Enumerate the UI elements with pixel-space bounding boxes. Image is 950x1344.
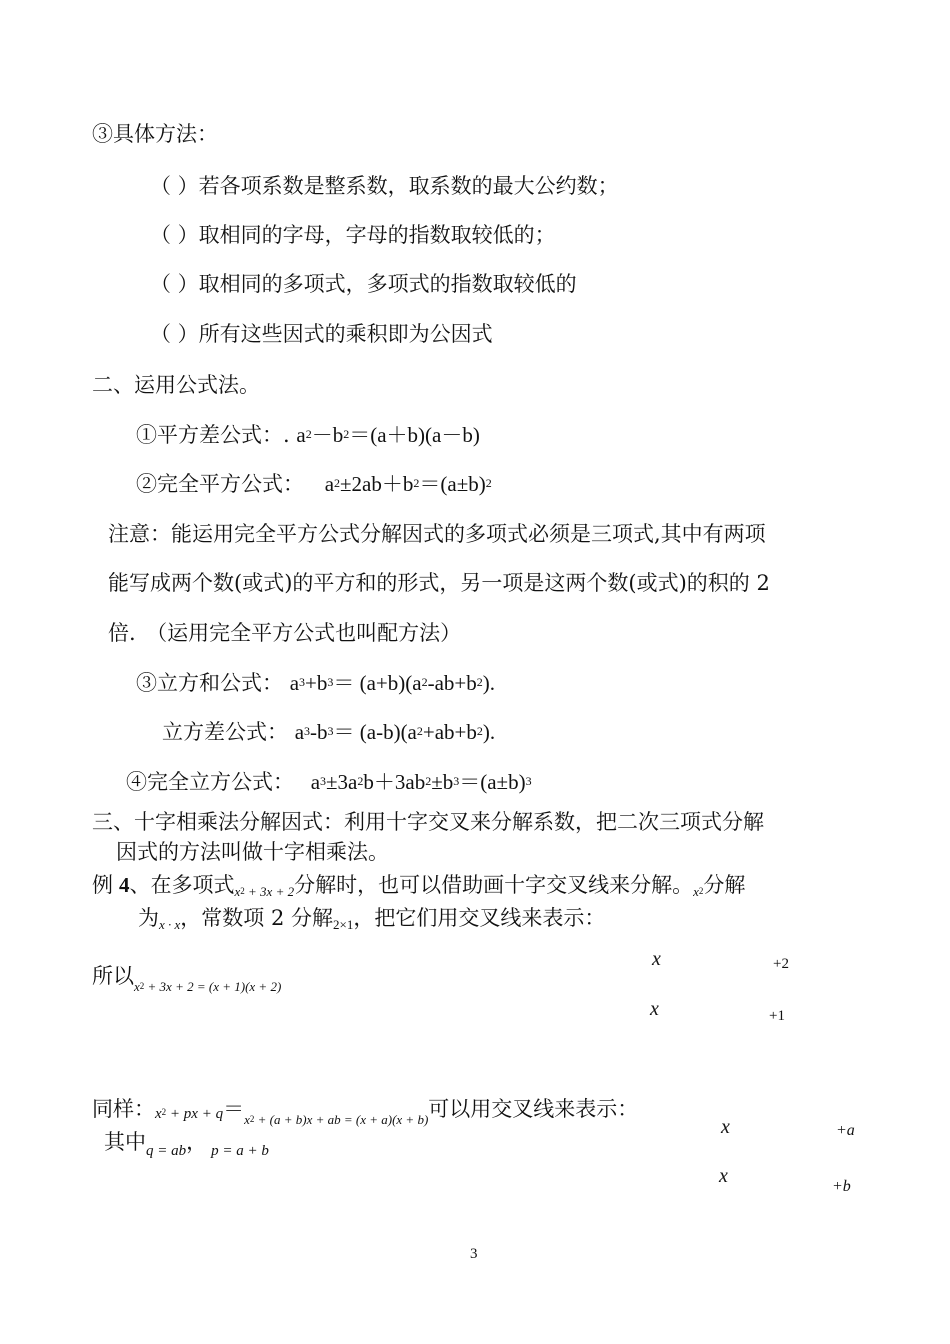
similar-text: 可以用交叉线来表示： [428, 1097, 639, 1121]
diff-squares-label: ①平方差公式：. [136, 423, 290, 447]
similar-trinomial: $x^2$ + px + q [155, 1106, 224, 1122]
perfect-cube-label: ④完全立方公式： [126, 770, 294, 794]
note-line-1: 注意：能运用完全平方公式分解因式的多项式必须是三项式,其中有两项 [108, 522, 766, 546]
method-item-4: （ ）所有这些因式的乘积即为公因式 [150, 322, 493, 346]
example-two-times-one: 2×1 [333, 917, 354, 932]
perfect-cube-formula: $a^3\pm 3a^2b+3ab^2\pm b^3=(a\pm b)^3$ [310, 770, 532, 794]
example-prefix: 例 [92, 873, 113, 897]
diff-squares-line [136, 421, 480, 449]
diff-squares-formula: $a^2-b^2=(a+b)(a-b)$ [296, 423, 480, 447]
cube-sum-label: ③立方和公式： [136, 671, 283, 695]
cube-diff-label: 立方差公式： [162, 720, 288, 744]
similar-expansion: x2 + (a + b)x + ab = (x + a)(x + b) [244, 1112, 429, 1127]
method-item-2: （ ）取相同的字母，字母的指数取较低的； [150, 223, 556, 247]
note-line-2: 能写成两个数(或式)的平方和的形式，另一项是这两个数(或式)的积的 2 [108, 571, 770, 595]
cross1-top-right: +2 [773, 956, 789, 972]
where-formula-q: q = ab [146, 1143, 187, 1159]
similar-equals: ＝ [223, 1097, 245, 1121]
perfect-square-label: ②完全平方公式： [136, 472, 304, 496]
where-formula-p: p = a + b [211, 1143, 269, 1159]
example-text-6: ，把它们用交叉线来表示： [353, 906, 606, 930]
note-line-3: 倍. （运用完全平方公式也叫配方法） [108, 621, 462, 645]
where-label: 其中 [104, 1130, 146, 1154]
method-heading: ③具体方法： [92, 122, 218, 146]
cross2-top-right: +a [836, 1122, 855, 1139]
example-x-times-x: x · x [159, 917, 181, 932]
method-item-1: （ ）若各项系数是整系数，取系数的最大公约数； [150, 174, 619, 198]
page-number: 3 [470, 1246, 478, 1262]
cross2-bottom-left: x [719, 1165, 728, 1187]
cube-sum-formula: $a^3+b^3= (a+b)(a^2-ab+b^2)$. [289, 671, 495, 695]
example-text-3: 分解 [703, 873, 746, 897]
similar-label: 同样： [92, 1097, 155, 1121]
where-line: 其中q = ab， p = a + b [104, 1128, 269, 1165]
example-polynomial: x2 + 3x + 2 [234, 884, 295, 899]
so-formula: x2 + 3x + 2 = (x + 1)(x + 2) [134, 979, 282, 994]
example-text-2: 分解时，也可以借助画十字交叉线来分解。 [294, 873, 694, 897]
formula-heading: 二、运用公式法。 [92, 373, 260, 397]
cross2-bottom-right: +b [832, 1178, 851, 1195]
cross-heading-line-2: 因式的方法叫做十字相乘法。 [116, 840, 389, 864]
cross1-bottom-left: x [650, 998, 659, 1020]
example-number: 4 [119, 873, 130, 897]
example-x-squared: x2 [693, 884, 704, 899]
cube-sum-line [136, 669, 495, 697]
cube-diff-line [162, 718, 495, 746]
perfect-cube-line [126, 768, 532, 796]
cube-diff-formula: $a^3-b^3= (a-b)(a^2+ab+b^2)$. [294, 720, 496, 744]
example-text-5: ，常数项 2 分解 [180, 906, 334, 930]
example-text-1: 、在多项式 [129, 873, 235, 897]
example-line-2 [138, 904, 605, 939]
so-label: 所以 [92, 964, 134, 988]
perfect-square-formula: $a^2\pm 2ab+b^2=(a\pm b)^2$ [324, 472, 492, 496]
perfect-square-line [136, 470, 492, 498]
so-line [92, 962, 281, 1001]
cross2-top-left: x [721, 1116, 730, 1138]
example-text-4: 为 [138, 906, 159, 930]
cross1-top-left: x [652, 948, 661, 970]
cross1-bottom-right: +1 [769, 1008, 785, 1024]
example-line-1 [92, 871, 745, 906]
cross-heading-line-1: 三、十字相乘法分解因式：利用十字交叉来分解系数，把二次三项式分解 [92, 810, 764, 834]
method-item-3: （ ）取相同的多项式，多项式的指数取较低的 [150, 272, 577, 296]
